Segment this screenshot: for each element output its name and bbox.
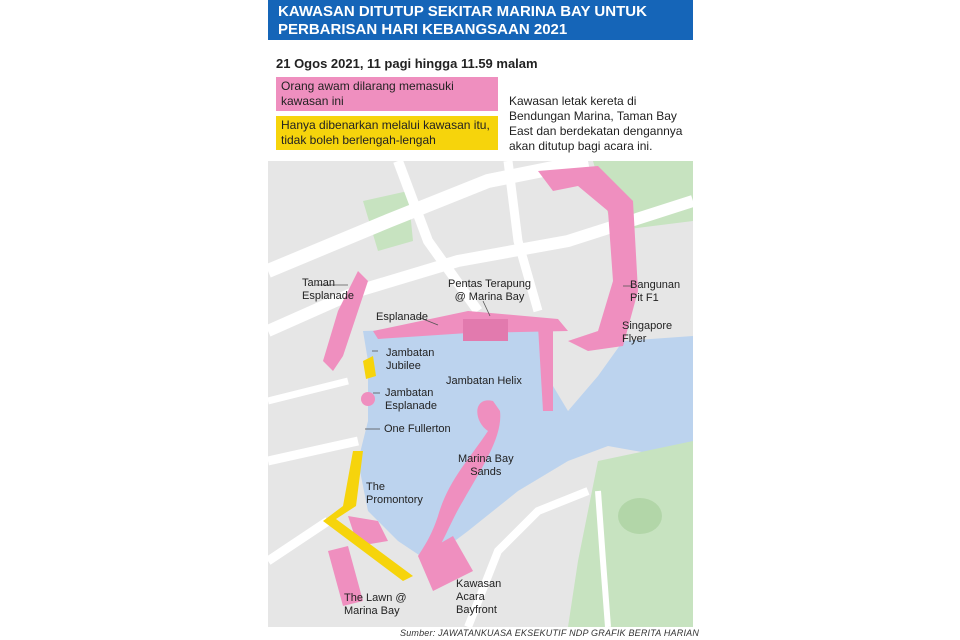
label-kawasan-acara-bayfront: Kawasan Acara Bayfront: [456, 578, 502, 616]
zone-jubilee-bridge: [361, 392, 375, 406]
parking-closure-note: Kawasan letak kereta di Bendungan Marina, Taman Bay East dan berdekatan dengannya akan ditutup bagi acara ini.: [509, 94, 683, 153]
marina-bay-map: [268, 161, 693, 627]
label-bangunan-pit-f1: Bangunan Pit F1: [630, 279, 681, 304]
label-taman-esplanade: Taman Esplanade: [302, 277, 354, 302]
map-canvas: [268, 161, 693, 627]
label-the-promontory: The Promontory: [366, 481, 423, 506]
label-jambatan-helix: Jambatan Helix: [446, 375, 522, 387]
label-jambatan-esplanade: Jambatan Esplanade: [385, 387, 437, 412]
map-title-banner: [268, 0, 693, 40]
label-jambatan-jubilee: Jambatan Jubilee: [386, 347, 435, 372]
source-credit: Sumber: JAWATANKUASA EKSEKUTIF NDP GRAFIK BERITA HARIAN: [400, 628, 700, 638]
label-singapore-flyer: Singapore Flyer: [622, 320, 673, 345]
title-line-2: PERBARISAN HARI KEBANGSAAN 2021: [278, 21, 568, 38]
closure-date: 21 Ogos 2021, 11 pagi hingga 11.59 malam: [276, 56, 538, 71]
label-pentas-terapung: Pentas Terapung @ Marina Bay: [448, 278, 531, 303]
title-line-1: KAWASAN DITUTUP SEKITAR MARINA BAY UNTUK: [278, 3, 647, 20]
legend-pass-through: Hanya dibenarkan melalui kawasan itu, tidak boleh berlengah-lengah: [276, 116, 498, 150]
zone-floating-platform: [463, 319, 508, 341]
label-esplanade: Esplanade: [376, 311, 428, 323]
label-one-fullerton: One Fullerton: [384, 423, 451, 435]
park-pond: [618, 498, 662, 534]
label-the-lawn: The Lawn @ Marina Bay: [344, 592, 407, 617]
legend-restricted: Orang awam dilarang memasuki kawasan ini: [276, 77, 498, 111]
label-marina-bay-sands: Marina Bay Sands: [458, 453, 514, 478]
